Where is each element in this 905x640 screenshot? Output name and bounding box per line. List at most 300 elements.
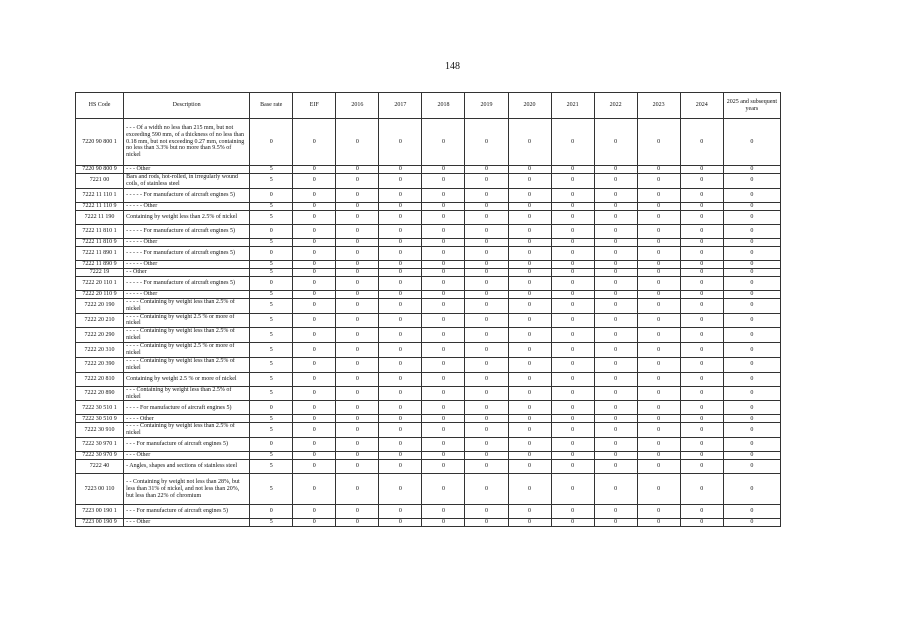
rate-cell: 0 xyxy=(422,415,465,423)
rate-cell: 0 xyxy=(465,313,508,328)
rate-cell: 0 xyxy=(293,202,336,210)
rate-cell: 0 xyxy=(293,246,336,260)
column-header: 2025 and subsequent years xyxy=(723,93,780,119)
rate-cell: 0 xyxy=(594,119,637,166)
rate-cell: 0 xyxy=(723,276,780,290)
rate-cell: 0 xyxy=(680,276,723,290)
rate-cell: 0 xyxy=(680,188,723,202)
rate-cell: 0 xyxy=(680,313,723,328)
rate-cell: 0 xyxy=(508,401,551,415)
rate-cell: 0 xyxy=(508,386,551,401)
rate-cell: 0 xyxy=(293,343,336,358)
table-row xyxy=(76,246,781,260)
rate-cell: 0 xyxy=(723,519,780,527)
rate-cell: 0 xyxy=(723,246,780,260)
rate-cell: 0 xyxy=(379,238,422,246)
rate-cell: 0 xyxy=(551,474,594,505)
rate-cell: 0 xyxy=(293,166,336,174)
description-cell: - - - - Containing by weight less than 2.5% of nickel xyxy=(124,423,250,438)
rate-cell: 0 xyxy=(723,188,780,202)
rate-cell: 0 xyxy=(422,276,465,290)
rate-cell: 0 xyxy=(336,166,379,174)
base-rate-cell: 5 xyxy=(250,290,293,298)
description-cell: - - - - - Other xyxy=(124,238,250,246)
rate-cell: 0 xyxy=(637,224,680,238)
rate-cell: 0 xyxy=(551,415,594,423)
hs-code-cell: 7222 11 890 9 xyxy=(76,260,124,268)
description-cell: - - - Of a width no less than 215 mm, but not exceeding 590 mm, of a thickness of no less than 0.18 mm, but not exceeding 0.27 mm, containing no less than 3.3% but no more than 9.5% of nickel xyxy=(124,119,250,166)
rate-cell: 0 xyxy=(422,328,465,343)
rate-cell: 0 xyxy=(551,276,594,290)
base-rate-cell: 5 xyxy=(250,460,293,474)
hs-code-cell: 7222 20 310 xyxy=(76,343,124,358)
hs-code-cell: 7222 30 970 1 xyxy=(76,438,124,452)
table-row xyxy=(76,188,781,202)
table-row xyxy=(76,328,781,343)
rate-cell: 0 xyxy=(680,290,723,298)
rate-cell: 0 xyxy=(336,460,379,474)
description-cell: - - - - - Other xyxy=(124,260,250,268)
description-cell: - - - - Containing by weight 2.5 % or more of nickel xyxy=(124,343,250,358)
rate-cell: 0 xyxy=(336,474,379,505)
table-row xyxy=(76,260,781,268)
rate-cell: 0 xyxy=(594,474,637,505)
rate-cell: 0 xyxy=(336,519,379,527)
rate-cell: 0 xyxy=(594,343,637,358)
rate-cell: 0 xyxy=(336,328,379,343)
rate-cell: 0 xyxy=(465,210,508,224)
description-cell: Containing by weight 2.5 % or more of nickel xyxy=(124,372,250,386)
rate-cell: 0 xyxy=(723,166,780,174)
rate-cell: 0 xyxy=(465,505,508,519)
rate-cell: 0 xyxy=(551,505,594,519)
rate-cell: 0 xyxy=(594,174,637,189)
rate-cell: 0 xyxy=(336,260,379,268)
table-row xyxy=(76,505,781,519)
description-cell: Containing by weight less than 2.5% of nickel xyxy=(124,210,250,224)
table-row xyxy=(76,238,781,246)
rate-cell: 0 xyxy=(293,238,336,246)
rate-cell: 0 xyxy=(293,276,336,290)
rate-cell: 0 xyxy=(379,474,422,505)
rate-cell: 0 xyxy=(508,224,551,238)
base-rate-cell: 0 xyxy=(250,505,293,519)
rate-cell: 0 xyxy=(336,202,379,210)
rate-cell: 0 xyxy=(336,174,379,189)
rate-cell: 0 xyxy=(508,260,551,268)
rate-cell: 0 xyxy=(336,386,379,401)
rate-cell: 0 xyxy=(379,290,422,298)
rate-cell: 0 xyxy=(723,298,780,313)
description-cell: - - - - - Other xyxy=(124,202,250,210)
rate-cell: 0 xyxy=(422,202,465,210)
rate-cell: 0 xyxy=(551,438,594,452)
rate-cell: 0 xyxy=(465,460,508,474)
hs-code-cell: 7222 11 810 1 xyxy=(76,224,124,238)
rate-cell: 0 xyxy=(594,313,637,328)
rate-cell: 0 xyxy=(594,210,637,224)
rate-cell: 0 xyxy=(336,343,379,358)
table-row xyxy=(76,423,781,438)
rate-cell: 0 xyxy=(680,268,723,276)
rate-cell: 0 xyxy=(637,519,680,527)
rate-cell: 0 xyxy=(465,238,508,246)
rate-cell: 0 xyxy=(508,202,551,210)
rate-cell: 0 xyxy=(723,119,780,166)
hs-code-cell: 7222 11 190 xyxy=(76,210,124,224)
rate-cell: 0 xyxy=(422,519,465,527)
rate-cell: 0 xyxy=(551,401,594,415)
rate-cell: 0 xyxy=(594,238,637,246)
rate-cell: 0 xyxy=(293,328,336,343)
rate-cell: 0 xyxy=(422,298,465,313)
table-row xyxy=(76,268,781,276)
rate-cell: 0 xyxy=(723,210,780,224)
rate-cell: 0 xyxy=(680,119,723,166)
rate-cell: 0 xyxy=(379,372,422,386)
rate-cell: 0 xyxy=(637,415,680,423)
rate-cell: 0 xyxy=(723,415,780,423)
rate-cell: 0 xyxy=(379,260,422,268)
rate-cell: 0 xyxy=(723,174,780,189)
rate-cell: 0 xyxy=(637,260,680,268)
rate-cell: 0 xyxy=(680,474,723,505)
description-cell: - - - - For manufacture of aircraft engines 5) xyxy=(124,401,250,415)
base-rate-cell: 5 xyxy=(250,166,293,174)
column-header: 2018 xyxy=(422,93,465,119)
table-row xyxy=(76,474,781,505)
rate-cell: 0 xyxy=(594,298,637,313)
rate-cell: 0 xyxy=(465,246,508,260)
rate-cell: 0 xyxy=(508,415,551,423)
rate-cell: 0 xyxy=(723,328,780,343)
rate-cell: 0 xyxy=(723,313,780,328)
table-row xyxy=(76,224,781,238)
rate-cell: 0 xyxy=(379,119,422,166)
rate-cell: 0 xyxy=(723,343,780,358)
rate-cell: 0 xyxy=(465,119,508,166)
rate-cell: 0 xyxy=(508,423,551,438)
rate-cell: 0 xyxy=(680,343,723,358)
rate-cell: 0 xyxy=(680,246,723,260)
description-cell: - - - - Containing by weight less than 2.5% of nickel xyxy=(124,357,250,372)
rate-cell: 0 xyxy=(465,343,508,358)
rate-cell: 0 xyxy=(551,452,594,460)
rate-cell: 0 xyxy=(508,452,551,460)
description-cell: - - Containing by weight not less than 28%, but less than 31% of nickel, and not less than 20%, but less than 22% of chromium xyxy=(124,474,250,505)
hs-code-cell: 7222 11 110 1 xyxy=(76,188,124,202)
column-header: 2024 xyxy=(680,93,723,119)
rate-cell: 0 xyxy=(723,438,780,452)
rate-cell: 0 xyxy=(379,224,422,238)
rate-cell: 0 xyxy=(465,452,508,460)
rate-cell: 0 xyxy=(680,423,723,438)
rate-cell: 0 xyxy=(551,298,594,313)
rate-cell: 0 xyxy=(594,438,637,452)
rate-cell: 0 xyxy=(723,238,780,246)
rate-cell: 0 xyxy=(508,343,551,358)
hs-code-cell: 7223 00 190 1 xyxy=(76,505,124,519)
rate-cell: 0 xyxy=(422,290,465,298)
rate-cell: 0 xyxy=(293,210,336,224)
base-rate-cell: 5 xyxy=(250,372,293,386)
rate-cell: 0 xyxy=(465,372,508,386)
rate-cell: 0 xyxy=(680,166,723,174)
rate-cell: 0 xyxy=(637,401,680,415)
column-header: 2021 xyxy=(551,93,594,119)
rate-cell: 0 xyxy=(637,119,680,166)
rate-cell: 0 xyxy=(422,260,465,268)
table-row xyxy=(76,519,781,527)
rate-cell: 0 xyxy=(508,460,551,474)
table-header-row xyxy=(76,93,781,119)
base-rate-cell: 5 xyxy=(250,328,293,343)
rate-cell: 0 xyxy=(379,505,422,519)
rate-cell: 0 xyxy=(293,357,336,372)
rate-cell: 0 xyxy=(465,519,508,527)
rate-cell: 0 xyxy=(551,386,594,401)
hs-code-cell: 7222 20 390 xyxy=(76,357,124,372)
rate-cell: 0 xyxy=(465,415,508,423)
hs-code-cell: 7222 20 810 xyxy=(76,372,124,386)
rate-cell: 0 xyxy=(508,313,551,328)
base-rate-cell: 5 xyxy=(250,415,293,423)
rate-cell: 0 xyxy=(508,357,551,372)
rate-cell: 0 xyxy=(379,357,422,372)
hs-code-cell: 7222 20 110 9 xyxy=(76,290,124,298)
rate-cell: 0 xyxy=(293,474,336,505)
rate-cell: 0 xyxy=(293,423,336,438)
rate-cell: 0 xyxy=(551,119,594,166)
description-cell: - - - - Containing by weight less than 2.5% of nickel xyxy=(124,328,250,343)
table-row xyxy=(76,119,781,166)
rate-cell: 0 xyxy=(336,290,379,298)
rate-cell: 0 xyxy=(637,290,680,298)
rate-cell: 0 xyxy=(336,268,379,276)
rate-cell: 0 xyxy=(551,202,594,210)
rate-cell: 0 xyxy=(379,386,422,401)
base-rate-cell: 5 xyxy=(250,260,293,268)
rate-cell: 0 xyxy=(680,298,723,313)
rate-cell: 0 xyxy=(594,276,637,290)
rate-cell: 0 xyxy=(723,202,780,210)
rate-cell: 0 xyxy=(508,298,551,313)
column-header: 2017 xyxy=(379,93,422,119)
rate-cell: 0 xyxy=(336,224,379,238)
description-cell: - - - For manufacture of aircraft engines 5) xyxy=(124,505,250,519)
rate-cell: 0 xyxy=(336,415,379,423)
rate-cell: 0 xyxy=(637,188,680,202)
base-rate-cell: 0 xyxy=(250,119,293,166)
rate-cell: 0 xyxy=(594,268,637,276)
rate-cell: 0 xyxy=(637,474,680,505)
rate-cell: 0 xyxy=(723,290,780,298)
rate-cell: 0 xyxy=(379,276,422,290)
rate-cell: 0 xyxy=(637,238,680,246)
description-cell: - - - For manufacture of aircraft engines 5) xyxy=(124,438,250,452)
base-rate-cell: 5 xyxy=(250,298,293,313)
rate-cell: 0 xyxy=(422,452,465,460)
hs-code-cell: 7222 20 890 xyxy=(76,386,124,401)
rate-cell: 0 xyxy=(680,328,723,343)
rate-cell: 0 xyxy=(594,452,637,460)
rate-cell: 0 xyxy=(379,313,422,328)
rate-cell: 0 xyxy=(336,313,379,328)
rate-cell: 0 xyxy=(422,438,465,452)
base-rate-cell: 0 xyxy=(250,224,293,238)
rate-cell: 0 xyxy=(508,119,551,166)
rate-cell: 0 xyxy=(422,174,465,189)
hs-code-cell: 7220 90 800 9 xyxy=(76,166,124,174)
rate-cell: 0 xyxy=(723,260,780,268)
rate-cell: 0 xyxy=(508,276,551,290)
rate-cell: 0 xyxy=(680,415,723,423)
description-cell: - - - - Other xyxy=(124,415,250,423)
rate-cell: 0 xyxy=(422,474,465,505)
rate-cell: 0 xyxy=(293,290,336,298)
rate-cell: 0 xyxy=(551,423,594,438)
rate-cell: 0 xyxy=(336,357,379,372)
table-row xyxy=(76,276,781,290)
rate-cell: 0 xyxy=(637,423,680,438)
rate-cell: 0 xyxy=(465,268,508,276)
base-rate-cell: 0 xyxy=(250,276,293,290)
table-row xyxy=(76,290,781,298)
rate-cell: 0 xyxy=(680,505,723,519)
rate-cell: 0 xyxy=(422,386,465,401)
rate-cell: 0 xyxy=(293,519,336,527)
rate-cell: 0 xyxy=(594,260,637,268)
base-rate-cell: 5 xyxy=(250,474,293,505)
rate-cell: 0 xyxy=(336,210,379,224)
rate-cell: 0 xyxy=(637,438,680,452)
column-header: 2022 xyxy=(594,93,637,119)
rate-cell: 0 xyxy=(336,188,379,202)
rate-cell: 0 xyxy=(422,357,465,372)
rate-cell: 0 xyxy=(594,519,637,527)
rate-cell: 0 xyxy=(723,357,780,372)
rate-cell: 0 xyxy=(422,166,465,174)
rate-cell: 0 xyxy=(508,328,551,343)
rate-cell: 0 xyxy=(422,224,465,238)
rate-cell: 0 xyxy=(379,401,422,415)
rate-cell: 0 xyxy=(637,298,680,313)
rate-cell: 0 xyxy=(637,460,680,474)
rate-cell: 0 xyxy=(551,313,594,328)
rate-cell: 0 xyxy=(379,452,422,460)
rate-cell: 0 xyxy=(379,343,422,358)
rate-cell: 0 xyxy=(336,119,379,166)
description-cell: - - - - - For manufacture of aircraft engines 5) xyxy=(124,224,250,238)
rate-cell: 0 xyxy=(594,290,637,298)
column-header: Base rate xyxy=(250,93,293,119)
rate-cell: 0 xyxy=(465,328,508,343)
rate-cell: 0 xyxy=(723,474,780,505)
rate-cell: 0 xyxy=(379,423,422,438)
rate-cell: 0 xyxy=(508,188,551,202)
rate-cell: 0 xyxy=(680,452,723,460)
hs-code-cell: 7220 90 800 1 xyxy=(76,119,124,166)
rate-cell: 0 xyxy=(680,438,723,452)
rate-cell: 0 xyxy=(594,423,637,438)
table-row xyxy=(76,452,781,460)
rate-cell: 0 xyxy=(680,357,723,372)
table-row xyxy=(76,202,781,210)
rate-cell: 0 xyxy=(422,210,465,224)
rate-cell: 0 xyxy=(293,313,336,328)
base-rate-cell: 5 xyxy=(250,210,293,224)
hs-code-cell: 7222 20 190 xyxy=(76,298,124,313)
rate-cell: 0 xyxy=(680,460,723,474)
rate-cell: 0 xyxy=(637,505,680,519)
column-header: 2019 xyxy=(465,93,508,119)
rate-cell: 0 xyxy=(422,313,465,328)
rate-cell: 0 xyxy=(723,452,780,460)
base-rate-cell: 5 xyxy=(250,386,293,401)
rate-cell: 0 xyxy=(637,386,680,401)
description-cell: - - - Other xyxy=(124,452,250,460)
rate-cell: 0 xyxy=(594,188,637,202)
hs-code-cell: 7223 00 190 9 xyxy=(76,519,124,527)
base-rate-cell: 0 xyxy=(250,188,293,202)
hs-code-cell: 7221 00 xyxy=(76,174,124,189)
rate-cell: 0 xyxy=(637,174,680,189)
base-rate-cell: 0 xyxy=(250,438,293,452)
base-rate-cell: 5 xyxy=(250,313,293,328)
rate-cell: 0 xyxy=(637,452,680,460)
rate-cell: 0 xyxy=(680,210,723,224)
rate-cell: 0 xyxy=(465,276,508,290)
rate-cell: 0 xyxy=(508,268,551,276)
base-rate-cell: 5 xyxy=(250,202,293,210)
table-row xyxy=(76,298,781,313)
rate-cell: 0 xyxy=(551,224,594,238)
rate-cell: 0 xyxy=(379,438,422,452)
table-row xyxy=(76,372,781,386)
rate-cell: 0 xyxy=(637,246,680,260)
rate-cell: 0 xyxy=(465,290,508,298)
rate-cell: 0 xyxy=(680,174,723,189)
rate-cell: 0 xyxy=(465,357,508,372)
rate-cell: 0 xyxy=(723,268,780,276)
rate-cell: 0 xyxy=(680,386,723,401)
rate-cell: 0 xyxy=(293,452,336,460)
base-rate-cell: 5 xyxy=(250,423,293,438)
rate-cell: 0 xyxy=(723,505,780,519)
rate-cell: 0 xyxy=(293,119,336,166)
rate-cell: 0 xyxy=(594,401,637,415)
table-row xyxy=(76,401,781,415)
hs-code-cell: 7223 00 110 xyxy=(76,474,124,505)
rate-cell: 0 xyxy=(379,268,422,276)
rate-cell: 0 xyxy=(551,246,594,260)
rate-cell: 0 xyxy=(551,460,594,474)
rate-cell: 0 xyxy=(379,246,422,260)
rate-cell: 0 xyxy=(422,401,465,415)
rate-cell: 0 xyxy=(293,372,336,386)
rate-cell: 0 xyxy=(336,298,379,313)
rate-cell: 0 xyxy=(723,423,780,438)
rate-cell: 0 xyxy=(465,224,508,238)
rate-cell: 0 xyxy=(551,328,594,343)
rate-cell: 0 xyxy=(551,188,594,202)
rate-cell: 0 xyxy=(379,298,422,313)
rate-cell: 0 xyxy=(637,357,680,372)
rate-cell: 0 xyxy=(293,438,336,452)
tariff-schedule-table xyxy=(75,92,781,527)
rate-cell: 0 xyxy=(594,166,637,174)
rate-cell: 0 xyxy=(379,210,422,224)
